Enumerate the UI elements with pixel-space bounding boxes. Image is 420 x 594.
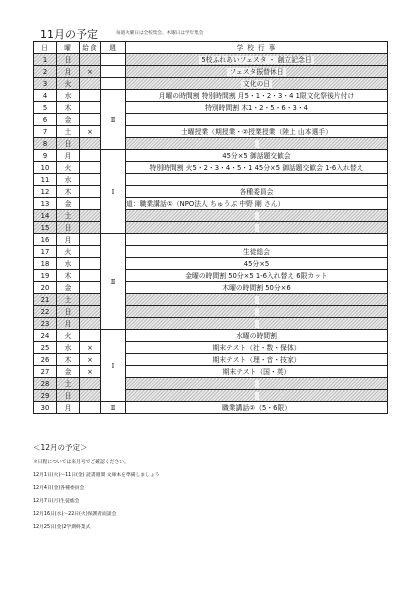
weekday-cell: 月 [57,150,80,162]
event-cell [126,234,388,246]
december-title: ＜12月の予定＞ [33,443,88,452]
weekday-cell: 日 [57,306,80,318]
table-row [34,174,388,186]
event-text [255,308,259,316]
table-row [34,210,388,222]
day-cell: 28 [34,378,57,390]
week-cell: Ⅰ [101,150,126,234]
event-cell [126,222,388,234]
lunch-cell: × [80,66,101,78]
day-cell: 2 [34,66,57,78]
weekday-cell: 火 [57,162,80,174]
event-text [255,212,259,220]
event-cell [126,402,388,414]
table-row [34,258,388,270]
weekday-cell: 金 [57,282,80,294]
table-row [34,162,388,174]
weekday-cell: 水 [57,90,80,102]
event-cell [126,102,388,114]
lunch-cell [80,378,101,390]
weekday-cell: 木 [57,186,80,198]
event-text: 特別時間割 木1・2・5・6・3・4 [205,103,308,112]
table-row [34,234,388,246]
event-cell [126,390,388,402]
schedule-table [33,41,388,414]
day-cell: 18 [34,258,57,270]
weekday-cell: 火 [57,330,80,342]
lunch-cell [80,330,101,342]
table-row [34,354,388,366]
event-cell [126,378,388,390]
lunch-cell [80,390,101,402]
event-cell [126,162,388,174]
day-cell: 17 [34,246,57,258]
table-row [34,318,388,330]
day-cell: 9 [34,150,57,162]
day-cell: 3 [34,78,57,90]
weekday-cell: 水 [57,174,80,186]
event-text: 期末テスト（社・数・保体） [212,343,301,352]
day-cell: 14 [34,210,57,222]
weekday-cell: 日 [57,390,80,402]
december-note: 12月7日(月)生徒総会 [33,499,80,504]
week-cell: Ⅱ [101,402,126,414]
schedule-body [34,54,388,414]
day-cell: 22 [34,306,57,318]
page-subtitle: 毎週火曜日は全校集会、木曜日は学年集会 [116,31,204,36]
header-week: 週 [101,42,126,54]
event-text: 水曜の時間割 [236,331,277,340]
table-row [34,150,388,162]
table-row [34,342,388,354]
event-cell [126,306,388,318]
day-cell: 11 [34,174,57,186]
table-row [34,198,388,210]
event-cell [126,318,388,330]
day-cell: 20 [34,282,57,294]
table-row [34,246,388,258]
lunch-cell [80,234,101,246]
table-row [34,66,388,78]
december-note: ＊日程については来月号でご確認ください。 [33,460,129,465]
lunch-cell [80,102,101,114]
event-cell [126,126,388,138]
event-text: 5校ふれあいフェスタ ・ 創立記念日 [201,55,312,64]
event-text: 木曜の時間割 50分×6 [222,283,291,292]
event-cell [126,210,388,222]
december-section [33,442,393,534]
day-cell: 13 [34,198,57,210]
lunch-cell [80,114,101,126]
event-text [255,224,259,232]
lunch-cell [80,222,101,234]
header-weekday: 曜 [57,42,80,54]
table-row [34,378,388,390]
weekday-cell: 日 [57,222,80,234]
event-text: 期末テスト（国・英） [222,367,291,376]
weekday-cell: 日 [57,138,80,150]
day-cell: 8 [34,138,57,150]
event-cell [126,354,388,366]
event-cell [126,54,388,66]
event-text: 文化の日 [242,79,271,88]
day-cell: 4 [34,90,57,102]
day-cell: 12 [34,186,57,198]
table-row [34,90,388,102]
event-text: 各種委員会 [239,187,274,196]
day-cell: 6 [34,114,57,126]
lunch-cell [80,150,101,162]
event-text: 特別時間割 火5・2・3・4・5・1 45分×5 御話題交歓会 1-6入れ替え [149,163,364,172]
weekday-cell: 火 [57,78,80,90]
weekday-cell: 日 [57,54,80,66]
lunch-cell [80,306,101,318]
lunch-cell: × [80,366,101,378]
event-text: 道：職業講話①（NPO法人 ちゅうぶ 中野 剛 さん） [126,199,285,208]
lunch-cell: × [80,354,101,366]
event-cell [126,270,388,282]
day-cell: 23 [34,318,57,330]
week-cell [101,78,126,90]
day-cell: 21 [34,294,57,306]
event-text: フェスタ振替休日 [229,67,284,76]
weekday-cell: 月 [57,66,80,78]
event-text [255,320,259,328]
event-cell [126,138,388,150]
event-cell [126,366,388,378]
day-cell: 19 [34,270,57,282]
event-cell [126,114,388,126]
lunch-cell [80,90,101,102]
december-note: 12月16日(水)～22日(火)保護者面談会 [33,512,117,517]
lunch-cell [80,174,101,186]
event-cell [126,294,388,306]
lunch-cell: × [80,342,101,354]
weekday-cell: 木 [57,102,80,114]
table-row [34,126,388,138]
event-cell [126,282,388,294]
weekday-cell: 木 [57,270,80,282]
table-header-row [34,42,388,54]
table-row [34,78,388,90]
event-cell [126,258,388,270]
weekday-cell: 月 [57,318,80,330]
event-cell [126,90,388,102]
weekday-cell: 水 [57,258,80,270]
day-cell: 16 [34,234,57,246]
lunch-cell [80,294,101,306]
event-text [255,380,259,388]
week-cell: Ⅱ [101,90,126,150]
event-cell [126,174,388,186]
table-row [34,390,388,402]
weekday-cell: 土 [57,378,80,390]
lunch-cell [80,186,101,198]
week-cell [101,54,126,66]
weekday-cell: 金 [57,198,80,210]
lunch-cell [80,162,101,174]
header-day: 日 [34,42,57,54]
lunch-cell [80,198,101,210]
weekday-cell: 月 [57,402,80,414]
day-cell: 7 [34,126,57,138]
event-text: 職業講話②（5・6限） [221,403,292,412]
table-row [34,114,388,126]
event-text [255,140,259,148]
event-text: 金曜の時間割 50分×5 1-6入れ替え 6限カット [185,271,328,280]
event-text [255,296,259,304]
weekday-cell: 水 [57,342,80,354]
december-note: 12月1日(火)～11日(金) 読書週間 文庫本を準備しましょう [33,473,160,478]
table-row [34,366,388,378]
lunch-cell [80,318,101,330]
table-row [34,330,388,342]
event-text: 期末テスト（理・音・技家） [212,355,301,364]
table-row [34,402,388,414]
lunch-cell [80,138,101,150]
lunch-cell: × [80,126,101,138]
weekday-cell: 金 [57,366,80,378]
event-text: 45分×5 御話題交歓会 [222,151,291,160]
lunch-cell [80,246,101,258]
day-cell: 10 [34,162,57,174]
week-cell: Ⅱ [101,234,126,330]
table-row [34,138,388,150]
day-cell: 5 [34,102,57,114]
day-cell: 29 [34,390,57,402]
day-cell: 27 [34,366,57,378]
lunch-cell [80,282,101,294]
day-cell: 15 [34,222,57,234]
table-row [34,294,388,306]
day-cell: 1 [34,54,57,66]
week-cell [101,66,126,78]
event-cell [126,186,388,198]
day-cell: 26 [34,354,57,366]
lunch-cell [80,210,101,222]
event-cell [126,342,388,354]
weekday-cell: 土 [57,294,80,306]
event-cell [126,330,388,342]
table-row [34,186,388,198]
week-cell: Ⅰ [101,330,126,402]
table-row [34,270,388,282]
weekday-cell: 木 [57,354,80,366]
weekday-cell: 月 [57,234,80,246]
event-text: 45分×5 [243,259,270,268]
weekday-cell: 土 [57,126,80,138]
table-row [34,222,388,234]
day-cell: 25 [34,342,57,354]
event-cell [126,150,388,162]
table-row [34,102,388,114]
event-text: 生徒総会 [242,247,271,256]
event-text: 月曜の時間割 特別時間割 月5・1・2・3・4 1限文化祭後片付け [158,91,355,100]
day-cell: 30 [34,402,57,414]
event-text: 土曜授業（期授業・②授業授業（陸上 山本選手） [181,127,332,136]
lunch-cell [80,78,101,90]
day-cell: 24 [34,330,57,342]
event-cell [126,198,388,210]
event-text [255,392,259,400]
december-note: 12月4日(金)各種委員会 [33,486,85,491]
lunch-cell [80,270,101,282]
weekday-cell: 火 [57,246,80,258]
event-cell [126,246,388,258]
weekday-cell: 土 [57,210,80,222]
header-lunch: 給食 [80,42,101,54]
weekday-cell: 金 [57,114,80,126]
lunch-cell [80,258,101,270]
page-title: 11月の予定 [40,28,98,41]
table-row [34,54,388,66]
table-row [34,282,388,294]
event-cell [126,66,388,78]
event-cell [126,78,388,90]
lunch-cell [80,54,101,66]
december-note: 12月25日(金)2学期終業式 [33,525,91,530]
lunch-cell [80,402,101,414]
header-event: 学 校 行 事 [126,42,388,54]
table-row [34,306,388,318]
